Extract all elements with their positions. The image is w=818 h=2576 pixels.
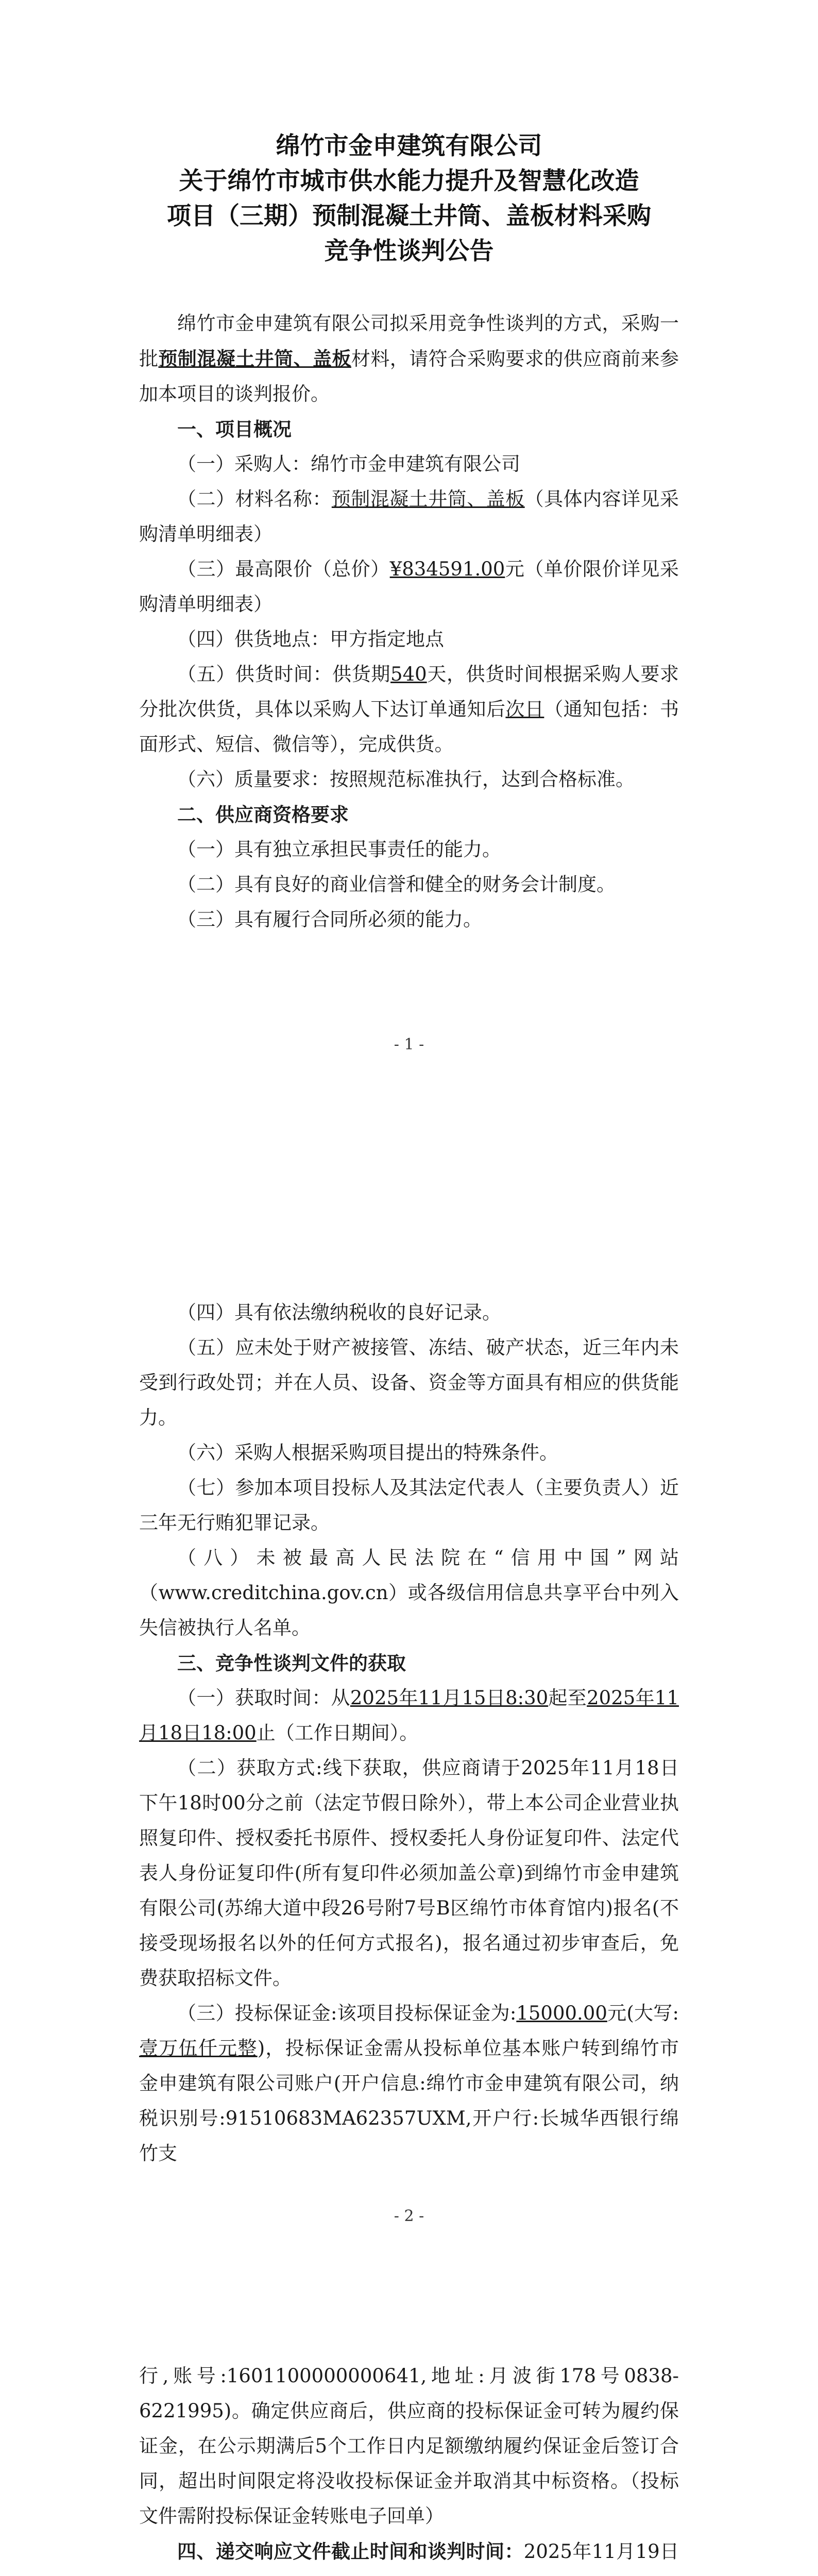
acquire-time-item: [139, 1681, 679, 1751]
material-name: 预制混凝土井筒、盖板: [331, 488, 525, 510]
intro-paragraph: [139, 306, 679, 412]
acquire-method-item: （二）获取方式:线下获取，供应商请于2025年11月18日下午18时00分之前（法定节假日除外），带上本公司企业营业执照复印件、授权委托书原件、授权委托人身份证复印件、法定代表人身份证复印件(所有复印件必须加盖公章)到绵竹市金申建筑有限公司(苏绵大道中段26号附7号B区绵竹市体育馆内)报名(不接受现场报名以外的任何方式报名)，报名通过初步审查后，免费获取招标文件。: [139, 1757, 679, 1989]
deposit-item: [139, 1996, 679, 2171]
qualification-item-4: （四）具有依法缴纳税收的良好记录。: [177, 1301, 501, 1324]
period-label: （五）供货时间：供货期: [177, 663, 391, 685]
location-item: （四）供货地点：甲方指定地点: [177, 628, 444, 650]
page-1: [0, 0, 818, 1156]
period-days: 540: [390, 663, 427, 685]
qualification-item-8: （八）未被最高人民法院在“信用中国”网站（www.creditchina.gov.cn）或各级信用信息共享平台中列入失信被执行人名单。: [139, 1547, 679, 1639]
deadline-time: 2025年11月19日: [523, 2540, 679, 2563]
section1-heading: 一、项目概况: [177, 418, 292, 440]
deposit-mid: 元(大写:: [607, 2002, 679, 2024]
period-times: 次日: [505, 698, 544, 720]
material-label: （二）材料名称：: [177, 488, 332, 510]
period-item: [139, 657, 679, 762]
title-line-1: 绵竹市金申建筑有限公司: [276, 132, 542, 160]
qualification-item-1: （一）具有独立承担民事责任的能力。: [177, 838, 501, 860]
deposit-account-info: )，投标保证金需从投标单位基本账户转到绵竹市金申建筑有限公司账户(开户信息:绵竹市金申建筑有限公司，纳税识别号:91510683MA62357UXM,开户行:长城华西银行绵竹支: [139, 2037, 679, 2164]
page-3: [0, 2312, 818, 2576]
acquire-time-start: 2025年11月15日8:30: [350, 1687, 549, 1709]
acquire-time-end: 2025年11月18日18:00: [139, 1687, 679, 1744]
section2-heading: 二、供应商资格要求: [177, 803, 349, 826]
intro-text: 绵竹市金申建筑有限公司拟采用竞争性谈判的方式，采购一批: [139, 312, 679, 370]
price-item: [139, 552, 679, 622]
intro-material: 预制混凝土井筒、盖板: [158, 347, 351, 370]
acquire-time-mid: 起至: [548, 1687, 587, 1709]
page-number-1: - 1 -: [394, 1036, 424, 1054]
intro-text-end: 材料，请符合采购要求的供应商前来参加本项目的谈判报价。: [139, 348, 679, 405]
material-item: [139, 482, 679, 552]
qualification-item-7: （七）参加本项目投标人及其法定代表人（主要负责人）近三年无行贿犯罪记录。: [139, 1477, 679, 1534]
deposit-value: 15000.00: [516, 2002, 607, 2024]
section3-heading: 三、竞争性谈判文件的获取: [177, 1652, 406, 1674]
qualification-item-3: （三）具有履行合同所必须的能力。: [177, 908, 482, 930]
price-label: （三）最高限价（总价）: [177, 558, 390, 580]
price-note: 元（单价限价详见采购清单明细表）: [139, 558, 679, 615]
title-line-2: 关于绵竹市城市供水能力提升及智慧化改造: [179, 167, 639, 195]
deposit-label: （三）投标保证金:该项目投标保证金为:: [177, 2002, 517, 2024]
period-note: （通知包括：书面形式、短信、微信等），完成供货。: [139, 698, 679, 755]
material-note: （具体内容详见采购清单明细表）: [139, 488, 679, 545]
deposit-upper: 壹万伍仟元整: [139, 2037, 258, 2059]
deposit-continuation: 行,账号:1601100000000641,地址:月波街178号0838-6221995)。确定供应商后，供应商的投标保证金可转为履约保证金，在公示期满后5个工作日内足额缴纳履约保证金后签订合同，超出时间限定将没收投标保证金并取消其中标资格。（投标文件需附投标保证金转账电子回单）: [139, 2365, 679, 2527]
price-value: ¥834591.00: [389, 558, 505, 580]
document-title: [139, 129, 679, 269]
quality-item: （六）质量要求：按照规范标准执行，达到合格标准。: [177, 768, 635, 790]
purchaser-item: （一）采购人：绵竹市金申建筑有限公司: [177, 453, 520, 475]
page-number-2: - 2 -: [394, 2207, 424, 2225]
qualification-item-6: （六）采购人根据采购项目提出的特殊条件。: [177, 1442, 558, 1464]
qualification-item-2: （二）具有良好的商业信誉和健全的财务会计制度。: [177, 873, 616, 895]
acquire-time-label: （一）获取时间：从: [177, 1687, 350, 1709]
section4-heading: [139, 2534, 679, 2576]
title-line-4: 竞争性谈判公告: [324, 237, 494, 265]
deadline-label: 四、递交响应文件截止时间和谈判时间：: [177, 2540, 524, 2563]
title-line-3: 项目（三期）预制混凝土井筒、盖板材料采购: [167, 202, 651, 230]
acquire-time-note: 止（工作日期间）。: [256, 1722, 419, 1744]
qualification-item-5: （五）应未处于财产被接管、冻结、破产状态，近三年内未受到行政处罚；并在人员、设备、资金等方面具有相应的供货能力。: [139, 1336, 679, 1429]
page-2: [0, 1156, 818, 2312]
period-text: 天，供货时间根据采购人要求分批次供货，具体以采购人下达订单通知后: [139, 663, 679, 720]
